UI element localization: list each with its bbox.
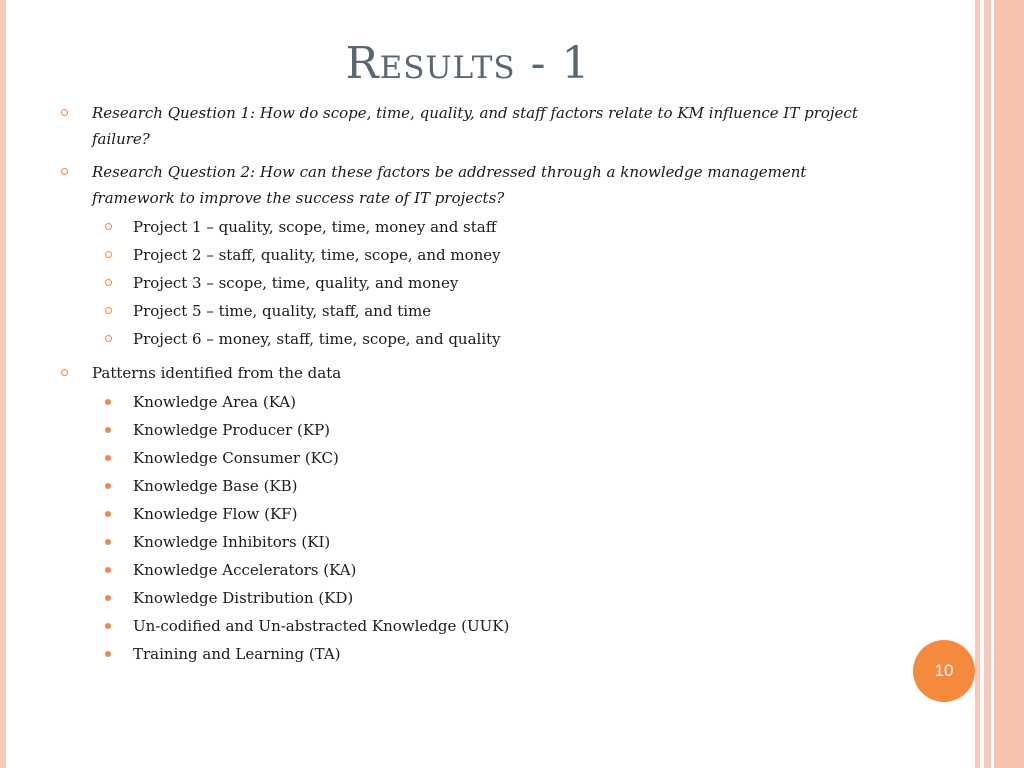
ring-bullet-icon	[105, 223, 112, 230]
left-border-stripe	[0, 0, 6, 768]
bullet-research-question-2: Research Question 2: How can these factors be addressed through a knowledge management framework to improve the success rate of IT projects? Project 1 – quality, scope, time, money and staff Project 2 – staff, quality, time, scope, and money Project 3 – scope, time, quality, and money Project 5 – time, quality, staff, and time Project 6 – money, staff, time, scope, and quality	[58, 159, 878, 353]
list-item: Project 2 – staff, quality, time, scope, and money	[92, 241, 878, 269]
dot-bullet-icon	[105, 399, 111, 405]
bullet-research-question-1: Research Question 1: How do scope, time, quality, and staff factors relate to KM influence IT project failure?	[58, 100, 878, 152]
page-number-badge: 10	[913, 640, 975, 702]
dot-bullet-icon	[105, 511, 111, 517]
list-item: Knowledge Flow (KF)	[92, 500, 878, 528]
ring-bullet-icon	[61, 168, 68, 175]
list-item: Project 1 – quality, scope, time, money and staff	[92, 213, 878, 241]
ring-bullet-icon	[105, 279, 112, 286]
list-item: Knowledge Distribution (KD)	[92, 584, 878, 612]
project-list	[92, 213, 878, 353]
list-item: Knowledge Base (KB)	[92, 472, 878, 500]
right-border-stripes	[975, 0, 1024, 768]
dot-bullet-icon	[105, 483, 111, 489]
bullet-patterns: Patterns identified from the data Knowledge Area (KA) Knowledge Producer (KP) Knowledge Consumer (KC) Knowledge Base (KB) Knowledge Flow (KF) Knowledge Inhibitors (KI) Knowledge Accelerators (KA) Knowledge Distribution (KD) Un-codified and Un-abstracted Knowledge (UUK) Training and Learning (TA)	[58, 360, 878, 668]
ring-bullet-icon	[105, 335, 112, 342]
dot-bullet-icon	[105, 567, 111, 573]
ring-bullet-icon	[105, 307, 112, 314]
list-item: Project 6 – money, staff, time, scope, and quality	[92, 325, 878, 353]
slide-content	[58, 100, 878, 675]
dot-bullet-icon	[105, 595, 111, 601]
list-item: Knowledge Producer (KP)	[92, 416, 878, 444]
slide-title: Results - 1	[345, 38, 591, 89]
list-item: Project 5 – time, quality, staff, and time	[92, 297, 878, 325]
ring-bullet-icon	[61, 109, 68, 116]
list-item: Knowledge Area (KA)	[92, 388, 878, 416]
pattern-list	[92, 388, 878, 668]
dot-bullet-icon	[105, 651, 111, 657]
bullet-list	[58, 100, 878, 668]
dot-bullet-icon	[105, 427, 111, 433]
dot-bullet-icon	[105, 623, 111, 629]
list-item: Training and Learning (TA)	[92, 640, 878, 668]
list-item: Knowledge Inhibitors (KI)	[92, 528, 878, 556]
dot-bullet-icon	[105, 455, 111, 461]
list-item: Un-codified and Un-abstracted Knowledge (UUK)	[92, 612, 878, 640]
list-item: Project 3 – scope, time, quality, and money	[92, 269, 878, 297]
list-item: Knowledge Accelerators (KA)	[92, 556, 878, 584]
dot-bullet-icon	[105, 539, 111, 545]
ring-bullet-icon	[61, 369, 68, 376]
list-item: Knowledge Consumer (KC)	[92, 444, 878, 472]
ring-bullet-icon	[105, 251, 112, 258]
